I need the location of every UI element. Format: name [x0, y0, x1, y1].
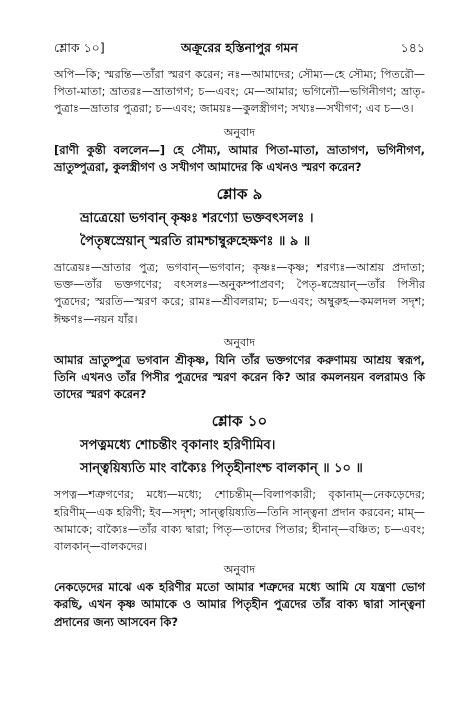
translation-label: অনুবাদ [223, 335, 256, 349]
translation-label: অনুবাদ [223, 125, 256, 139]
verse-line: ভ্রাত্রেয়ো ভগবান্ কৃষ্ণঃ শরণ্যো ভক্তবৎসলঃ । [80, 211, 314, 227]
page-content [54, 66, 425, 631]
synonyms-paragraph: ভ্রাত্রেয়ঃ—ভ্রাতার পুত্র; ভগবান্—ভগবান; কৃষ্ণঃ—কৃষ্ণ; শরণ্যঃ—আশ্রয় প্রদাতা; ভক্ত—তাঁর ভক্তগণের; বৎসলঃ—অনুকম্পাপ্রবণ; পৈতৃ-ষ্বস্রেয়ান্—তাঁর পিসীর পুত্রদের; স্মরতি—স্মরণ করে; রামঃ—শ্রীবলরাম; চ—এবং; অম্বুরুহ—কমলদল সদৃশ; ঈক্ষণঃ—নয়ন যাঁর। [54, 261, 425, 326]
verse-line: পৈতৃষ্বস্রেয়ান্ স্মরতি রামশ্চাম্বুরুহেক্ষণঃ ॥ ৯ ॥ [80, 234, 311, 250]
page-number: ১৪১ [400, 40, 425, 55]
verse-line: সান্ত্বয়িষ্যতি মাং বাক্যৈঃ পিতৃহীনাংশ্চ বালকান্ ॥ ১০ ॥ [80, 461, 363, 477]
synonyms-paragraph: সপত্ন—শত্রুগণের; মধ্যে—মধ্যে; শোচন্তীম্—বিলাপকারী; বৃকানাম্—নেকড়েদের; হরিণীম্—এক হরিণী; ইব—সদৃশ; সান্ত্বয়িষ্যতি—তিনি সান্ত্বনা প্রদান করবেন; মাম্—আমাকে; বাক্যৈঃ—তাঁর বাক্য দ্বারা; পিতৃ—তাদের পিতার; হীনান্—বঞ্চিত; চ—এবং; বালকান্—বালকদের। [54, 488, 425, 554]
header-verse-ref: শ্লোক ১০] [54, 40, 105, 55]
synonyms-paragraph: অপি—কি; স্মরন্তি—তাঁরা স্মরণ করেন; নঃ—আমাদের; সৌম্য—হে সৌম্য; পিতরৌ—পিতা-মাতা; ভ্রাতরঃ—ভ্রাতাগণ; চ—এবং; মে—আমার; ভগিন্যৌ—ভগিনীগণ; ভ্রাতৃ-পুত্রাঃ—ভ্রাতার পুত্ররা; চ—এবং; জাময়ঃ—কুলস্ত্রীগণ; সখ্যঃ—সখীগণ; এব চ—ও। [54, 68, 425, 116]
verse-line: সপত্নমধ্যে শোচন্তীং বৃকানাং হরিণীমিব। [80, 438, 276, 454]
verse-title: শ্লোক ৯ [216, 185, 263, 204]
translation-label: অনুবাদ [223, 563, 256, 577]
translation-paragraph: [রাণী কুন্তী বললেন—] হে সৌম্য, আমার পিতা-মাতা, ভ্রাতাগণ, ভগিনীগণ, ভ্রাতুষ্পুত্ররা, কুলস্ত্রীগণ ও সখীগণ আমাদের কি এখনও স্মরণ করেন? [54, 142, 425, 174]
translation-paragraph: নেকড়েদের মাঝে এক হরিণীর মতো আমার শত্রুদের মধ্যে আমি যে যন্ত্রণা ভোগ করছি, এখন কৃষ্ণ আমাকে ও আমার পিতৃহীন পুত্রদের তাঁর বাক্য দ্বারা সান্ত্বনা প্রদানের জন্য আসবেন কি? [54, 580, 425, 629]
page-header [54, 40, 425, 60]
verse-title: শ্লোক ১০ [211, 412, 268, 431]
translation-paragraph: আমার ভ্রাতুষ্পুত্র ভগবান শ্রীকৃষ্ণ, যিনি তাঁর ভক্তগণের করুণাময় আশ্রয় স্বরূপ, তিনি এখনও তাঁর পিসীর পুত্রদের স্মরণ করেন কি? আর কমলনয়ন বলরামও কি তাদের স্মরণ করেন? [54, 352, 425, 402]
header-chapter-title: অক্রূরের হস্তিনাপুর গমন [181, 40, 298, 55]
